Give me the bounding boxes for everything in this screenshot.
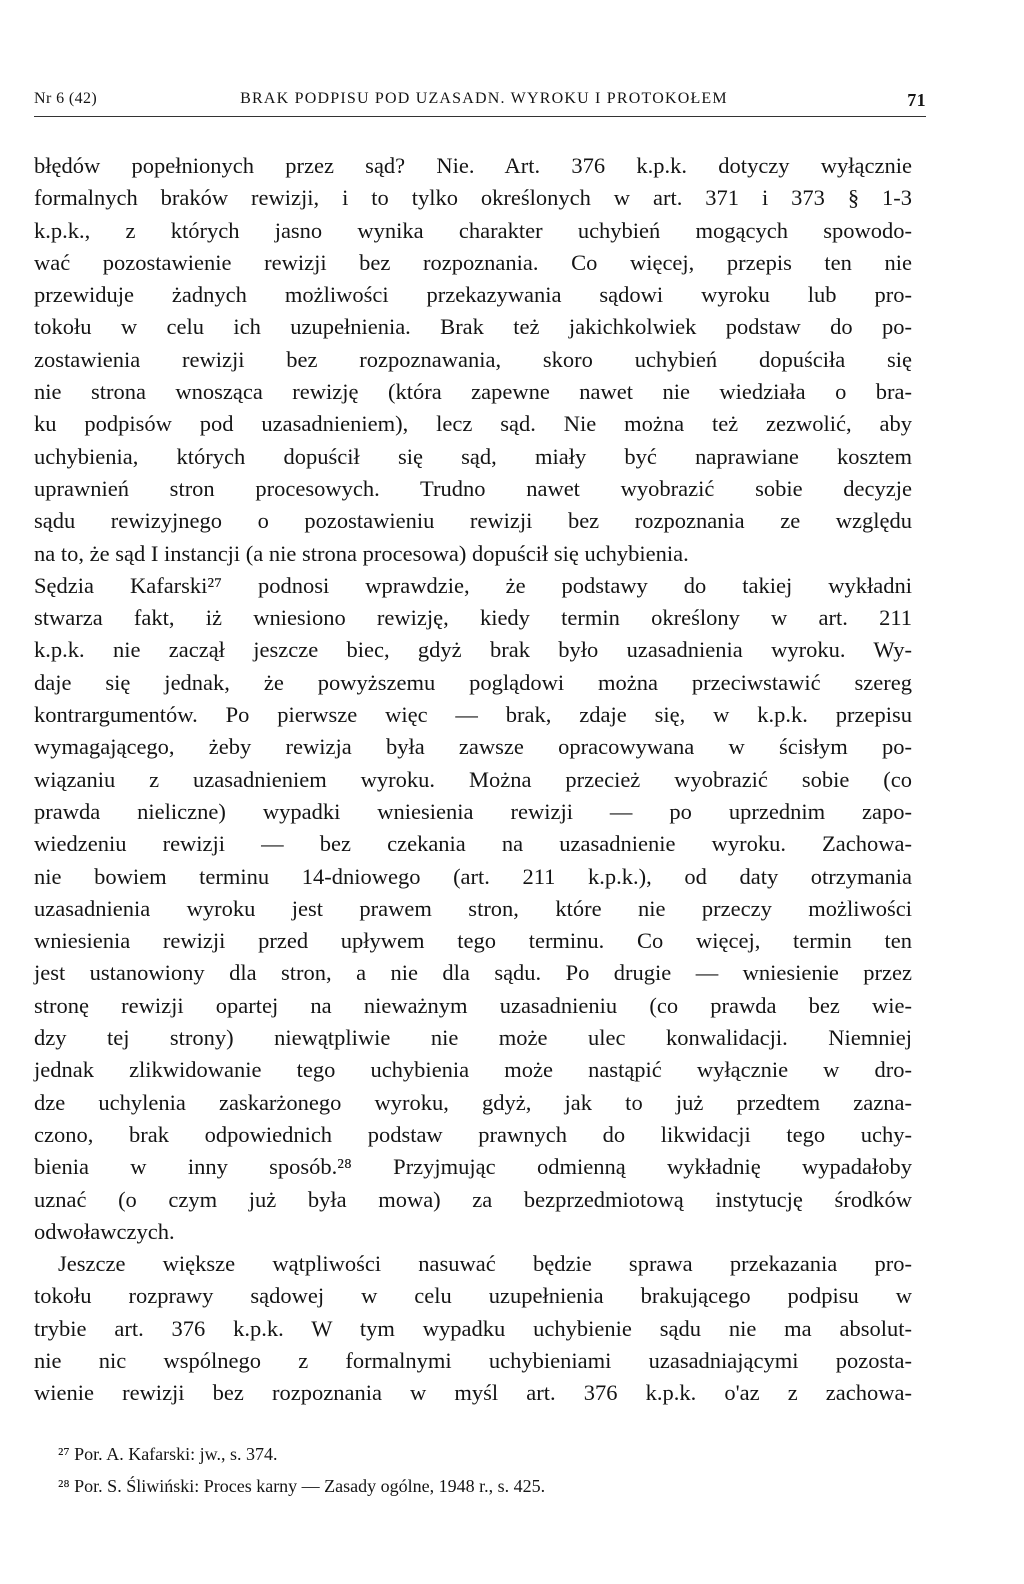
text-line: nie bowiem terminu 14-dniowego (art. 211 k.p.k.), od daty otrzymania [34, 863, 912, 889]
text-line: stronę rewizji opartej na nieważnym uzasadnieniu (co prawda bez wie- [34, 992, 912, 1018]
text-line: daje się jednak, że powyższemu poglądowi można przeciwstawić szereg [34, 669, 912, 695]
footnote: ²⁷ Por. A. Kafarski: jw., s. 374. [58, 1444, 278, 1464]
text-line: przewiduje żadnych możliwości przekazywania sądowi wyroku lub pro- [34, 282, 912, 308]
text-line: ku podpisów pod uzasadnieniem), lecz sąd. Nie można też zezwolić, aby [34, 411, 912, 437]
text-line: prawda nieliczne) wypadki wniesienia rewizji — po uprzednim zapo- [34, 798, 912, 824]
text-line: błędów popełnionych przez sąd? Nie. Art. 376 k.p.k. dotyczy wyłącznie [34, 153, 912, 178]
text-line: wniesienia rewizji przed upływem tego terminu. Co więcej, termin ten [34, 928, 912, 954]
footnotes [34, 1438, 912, 1502]
text-line: stwarza fakt, iż wniesiono rewizję, kiedy termin określony w art. 211 [34, 605, 912, 631]
text-line: wać pozostawienie rewizji bez rozpoznania. Co więcej, przepis ten nie [34, 249, 912, 275]
text-line: zostawienia rewizji bez rozpoznawania, skoro uchybień dopuściła się [34, 346, 912, 372]
text-line: czono, brak odpowiednich podstaw prawnych do likwidacji tego uchy- [34, 1121, 912, 1147]
footnote: ²⁸ Por. S. Śliwiński: Proces karny — Zasady ogólne, 1948 r., s. 425. [58, 1476, 546, 1496]
running-title: BRAK PODPISU POD UZASADN. WYROKU I PROTOKOŁEM [240, 90, 728, 107]
text-line: wiedzeniu rewizji — bez czekania na uzasadnienie wyroku. Zachowa- [34, 831, 912, 857]
running-header [34, 86, 926, 117]
text-line: bienia w inny sposób.²⁸ Przyjmując odmienną wykładnię wypadałoby [34, 1154, 912, 1180]
text-line: sądu rewizyjnego o pozostawieniu rewizji bez rozpoznania ze względu [34, 508, 912, 534]
text-line: kontrargumentów. Po pierwsze więc — brak, zdaje się, w k.p.k. przepisu [34, 702, 912, 728]
text-line: wienie rewizji bez rozpoznania w myśl art. 376 k.p.k. o'az z zachowa- [34, 1380, 912, 1406]
text-line: tokołu rozprawy sądowej w celu uzupełnienia brakującego podpisu w [34, 1283, 912, 1309]
text-line: uprawnień stron procesowych. Trudno nawet wyobrazić sobie decyzje [34, 475, 912, 501]
text-line: jest ustanowiony dla stron, a nie dla sądu. Po drugie — wniesienie przez [34, 960, 912, 986]
text-line: dze uchylenia zaskarżonego wyroku, gdyż, jak to już przedtem zazna- [34, 1089, 912, 1115]
text-line: jednak zlikwidowanie tego uchybienia może nastąpić wyłącznie w dro- [34, 1057, 912, 1083]
text-line: na to, że sąd I instancji (a nie strona procesowa) dopuścił się uchybienia. [34, 540, 689, 566]
text-line: k.p.k., z których jasno wynika charakter uchybień mogących spowodo- [34, 217, 912, 243]
text-line: nie nic wspólnego z formalnymi uchybieniami uzasadniającymi pozosta- [34, 1347, 912, 1373]
text-line: Jeszcze większe wątpliwości nasuwać będzie sprawa przekazania pro- [58, 1251, 912, 1277]
text-line: Sędzia Kafarski²⁷ podnosi wprawdzie, że podstawy do takiej wykładni [34, 572, 912, 598]
text-line: tokołu w celu ich uzupełnienia. Brak też jakichkolwiek podstaw do po- [34, 314, 912, 340]
text-line: uznać (o czym już była mowa) za bezprzedmiotową instytucję środków [34, 1186, 912, 1212]
issue-number: Nr 6 (42) [34, 90, 98, 107]
text-line: k.p.k. nie zaczął jeszcze biec, gdyż brak było uzasadnienia wyroku. Wy- [34, 637, 912, 663]
text-line: formalnych braków rewizji, i to tylko określonych w art. 371 i 373 § 1-3 [34, 185, 912, 211]
text-line: odwoławczych. [34, 1218, 175, 1244]
text-line: uchybienia, których dopuścił się sąd, miały być naprawiane kosztem [34, 443, 912, 469]
text-line: nie strona wnosząca rewizję (która zapewne nawet nie wiedziała o bra- [34, 379, 912, 405]
text-line: wiązaniu z uzasadnieniem wyroku. Można przecież wyobrazić sobie (co [34, 766, 912, 792]
text-line: wymagającego, żeby rewizja była zawsze opracowywana w ścisłym po- [34, 734, 912, 760]
text-line: uzasadnienia wyroku jest prawem stron, które nie przeczy możliwości [34, 895, 912, 921]
text-line: trybie art. 376 k.p.k. W tym wypadku uchybienie sądu nie ma absolut- [34, 1315, 912, 1341]
page-number: 71 [907, 90, 926, 110]
text-line: dzy tej strony) niewątpliwie nie może ulec konwalidacji. Niemniej [34, 1025, 912, 1051]
body-text [34, 150, 912, 1410]
